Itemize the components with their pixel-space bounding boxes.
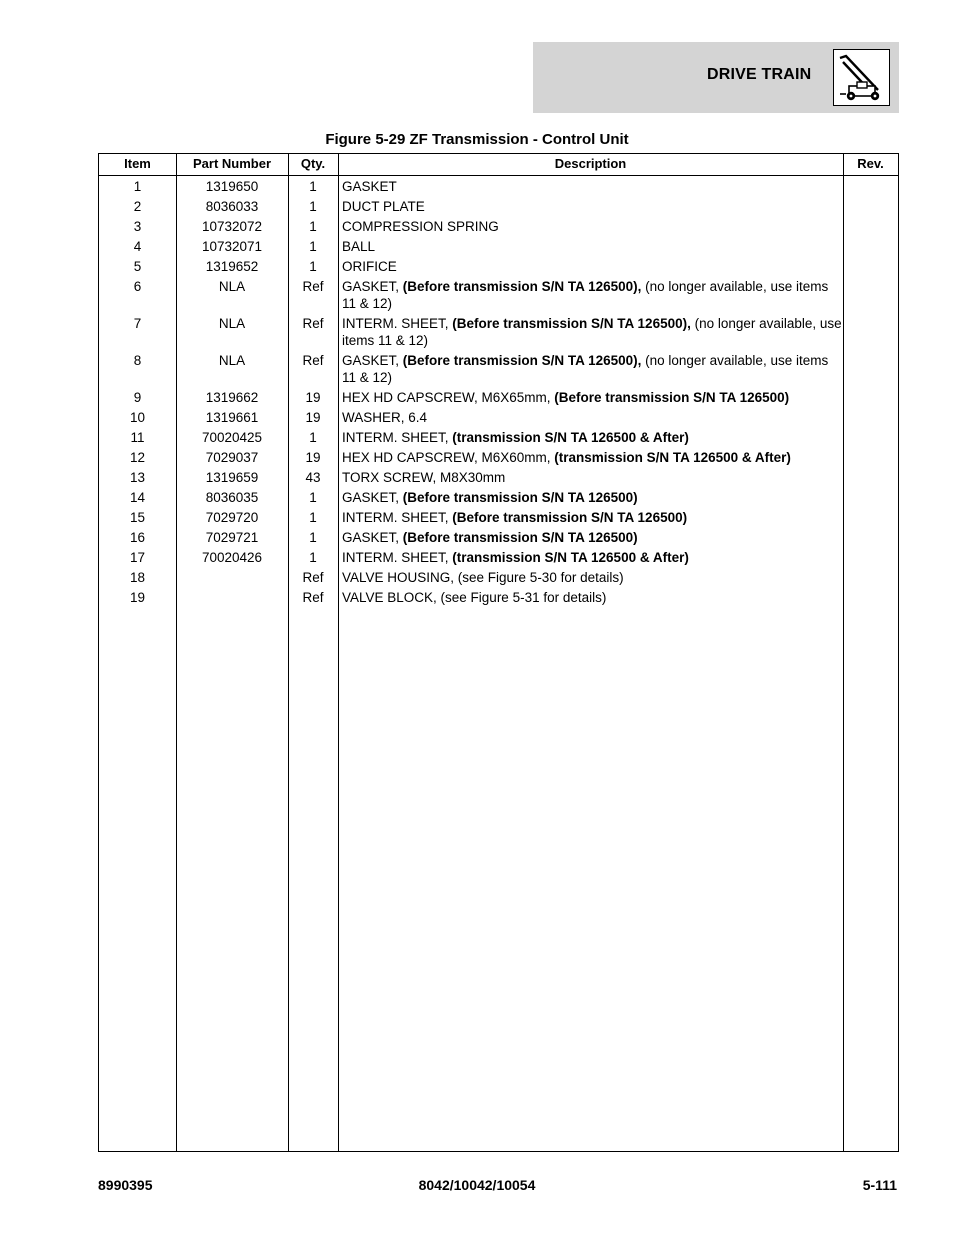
description-bold-text: (Before transmission S/N TA 126500) (402, 490, 638, 505)
header-divider (99, 175, 898, 176)
part-number-cell: 10732071 (201, 239, 263, 254)
table-row (99, 549, 898, 566)
description-text: GASKET, (342, 530, 403, 545)
table-row (99, 278, 898, 312)
part-number-cell: 1319650 (205, 179, 259, 194)
description-text: HEX HD CAPSCREW, M6X60mm, (342, 450, 555, 465)
item-cell: 16 (129, 530, 146, 545)
qty-cell: 1 (309, 199, 317, 214)
qty-cell: 1 (309, 530, 317, 545)
part-number-cell: NLA (218, 353, 246, 368)
qty-cell: 19 (305, 390, 321, 405)
footer-document-number: 8990395 (98, 1177, 153, 1193)
table-row (99, 352, 898, 386)
column-header-qty: Qty. (300, 156, 326, 171)
part-number-cell: 1319661 (205, 410, 259, 425)
table-row (99, 409, 898, 426)
description-text: INTERM. SHEET, (342, 430, 453, 445)
column-header-rev: Rev. (857, 156, 884, 171)
part-number-cell: 8036033 (205, 199, 259, 214)
item-cell: 15 (129, 510, 146, 525)
description-bold-text: (Before transmission S/N TA 126500) (452, 510, 688, 525)
description-cell (342, 198, 842, 215)
item-cell: 13 (129, 470, 146, 485)
qty-cell: 1 (309, 430, 317, 445)
part-number-cell: 7029720 (205, 510, 259, 525)
table-row (99, 489, 898, 506)
description-text: HEX HD CAPSCREW, M6X65mm, (342, 390, 555, 405)
qty-cell: Ref (302, 316, 324, 331)
table-row (99, 469, 898, 486)
description-cell (342, 549, 842, 566)
item-cell: 11 (130, 430, 145, 445)
qty-cell: Ref (302, 590, 324, 605)
description-bold-text: (transmission S/N TA 126500 & After) (452, 430, 689, 445)
item-cell: 17 (129, 550, 146, 565)
qty-cell: 1 (309, 179, 317, 194)
description-cell (342, 315, 842, 349)
table-row (99, 258, 898, 275)
description-cell (342, 389, 842, 406)
description-text: INTERM. SHEET, (342, 550, 453, 565)
description-cell (342, 352, 842, 386)
table-body (99, 178, 898, 609)
part-number-cell: 7029721 (205, 530, 259, 545)
description-cell (342, 258, 842, 275)
item-cell: 12 (129, 450, 146, 465)
column-header-part-number: Part Number (192, 156, 272, 171)
column-header-description: Description (554, 156, 627, 171)
qty-cell: 1 (309, 219, 317, 234)
section-header (533, 42, 899, 113)
description-text: DUCT PLATE (342, 199, 425, 214)
description-cell (342, 569, 842, 586)
description-cell (342, 509, 842, 526)
description-bold-text: (Before transmission S/N TA 126500) (554, 390, 790, 405)
item-cell: 14 (129, 490, 146, 505)
description-bold-text: (Before transmission S/N TA 126500), (402, 279, 642, 294)
table-row (99, 589, 898, 606)
description-text: WASHER, 6.4 (342, 410, 428, 425)
description-text: (no longer available, use items 11 & 12) (342, 279, 829, 311)
qty-cell: 1 (309, 259, 317, 274)
table-row (99, 529, 898, 546)
item-cell: 9 (133, 390, 142, 405)
item-cell: 1 (133, 179, 142, 194)
description-text: GASKET (342, 179, 397, 194)
part-number-cell: NLA (218, 279, 246, 294)
footer-page-number: 5-111 (862, 1177, 897, 1193)
section-title: DRIVE TRAIN (707, 66, 812, 83)
figure-title: Figure 5-29 ZF Transmission - Control Unit (325, 131, 629, 148)
item-cell: 10 (129, 410, 146, 425)
description-cell (342, 429, 842, 446)
description-text: (no longer available, use items 11 & 12) (342, 316, 842, 348)
description-cell (342, 409, 842, 426)
description-text: INTERM. SHEET, (342, 316, 453, 331)
table-row (99, 238, 898, 255)
drive-train-icon (833, 49, 890, 106)
part-number-cell: 1319652 (205, 259, 259, 274)
description-text: BALL (342, 239, 376, 254)
item-cell: 19 (129, 590, 146, 605)
item-cell: 6 (133, 279, 142, 294)
table-row (99, 389, 898, 406)
description-text: COMPRESSION SPRING (342, 219, 499, 234)
qty-cell: 1 (309, 510, 317, 525)
table-row (99, 218, 898, 235)
table-row (99, 569, 898, 586)
qty-cell: 19 (305, 450, 321, 465)
description-cell (342, 469, 842, 486)
description-text: VALVE HOUSING, (see Figure 5-30 for details) (342, 570, 624, 585)
table-row (99, 315, 898, 349)
qty-cell: Ref (302, 279, 324, 294)
column-header-item: Item (124, 156, 151, 171)
description-cell (342, 489, 842, 506)
description-bold-text: (Before transmission S/N TA 126500) (402, 530, 638, 545)
qty-cell: Ref (302, 353, 324, 368)
description-text: GASKET, (342, 353, 403, 368)
description-text: VALVE BLOCK, (see Figure 5-31 for details) (342, 590, 607, 605)
parts-table (98, 153, 899, 1152)
table-row (99, 178, 898, 195)
item-cell: 2 (133, 199, 142, 214)
description-text: (no longer available, use items 11 & 12) (342, 353, 829, 385)
table-row (99, 198, 898, 215)
qty-cell: 1 (309, 239, 317, 254)
item-cell: 3 (133, 219, 142, 234)
table-row (99, 449, 898, 466)
qty-cell: 1 (309, 490, 317, 505)
description-text: TORX SCREW, M8X30mm (342, 470, 506, 485)
item-cell: 5 (133, 259, 142, 274)
qty-cell: 43 (305, 470, 321, 485)
part-number-cell: 70020426 (201, 550, 263, 565)
qty-cell: Ref (302, 570, 324, 585)
item-cell: 8 (133, 353, 142, 368)
description-text: INTERM. SHEET, (342, 510, 453, 525)
qty-cell: 1 (309, 550, 317, 565)
description-bold-text: (Before transmission S/N TA 126500), (402, 353, 642, 368)
part-number-cell: 1319662 (205, 390, 259, 405)
item-cell: 4 (133, 239, 142, 254)
part-number-cell: NLA (218, 316, 246, 331)
description-bold-text: (transmission S/N TA 126500 & After) (452, 550, 689, 565)
part-number-cell: 7029037 (205, 450, 259, 465)
description-cell (342, 589, 842, 606)
footer-model-numbers: 8042/10042/10054 (418, 1177, 536, 1193)
part-number-cell: 70020425 (201, 430, 263, 445)
qty-cell: 19 (305, 410, 321, 425)
description-text: GASKET, (342, 279, 403, 294)
table-row (99, 429, 898, 446)
description-text: ORIFICE (342, 259, 397, 274)
item-cell: 18 (129, 570, 146, 585)
description-bold-text: (Before transmission S/N TA 126500), (452, 316, 691, 331)
description-bold-text: (transmission S/N TA 126500 & After) (554, 450, 791, 465)
description-cell (342, 529, 842, 546)
part-number-cell: 10732072 (201, 219, 263, 234)
item-cell: 7 (133, 316, 142, 331)
description-cell (342, 178, 842, 195)
description-cell (342, 449, 842, 466)
part-number-cell: 1319659 (205, 470, 259, 485)
description-text: GASKET, (342, 490, 403, 505)
description-cell (342, 238, 842, 255)
table-row (99, 509, 898, 526)
description-cell (342, 218, 842, 235)
part-number-cell: 8036035 (205, 490, 259, 505)
description-cell (342, 278, 842, 312)
